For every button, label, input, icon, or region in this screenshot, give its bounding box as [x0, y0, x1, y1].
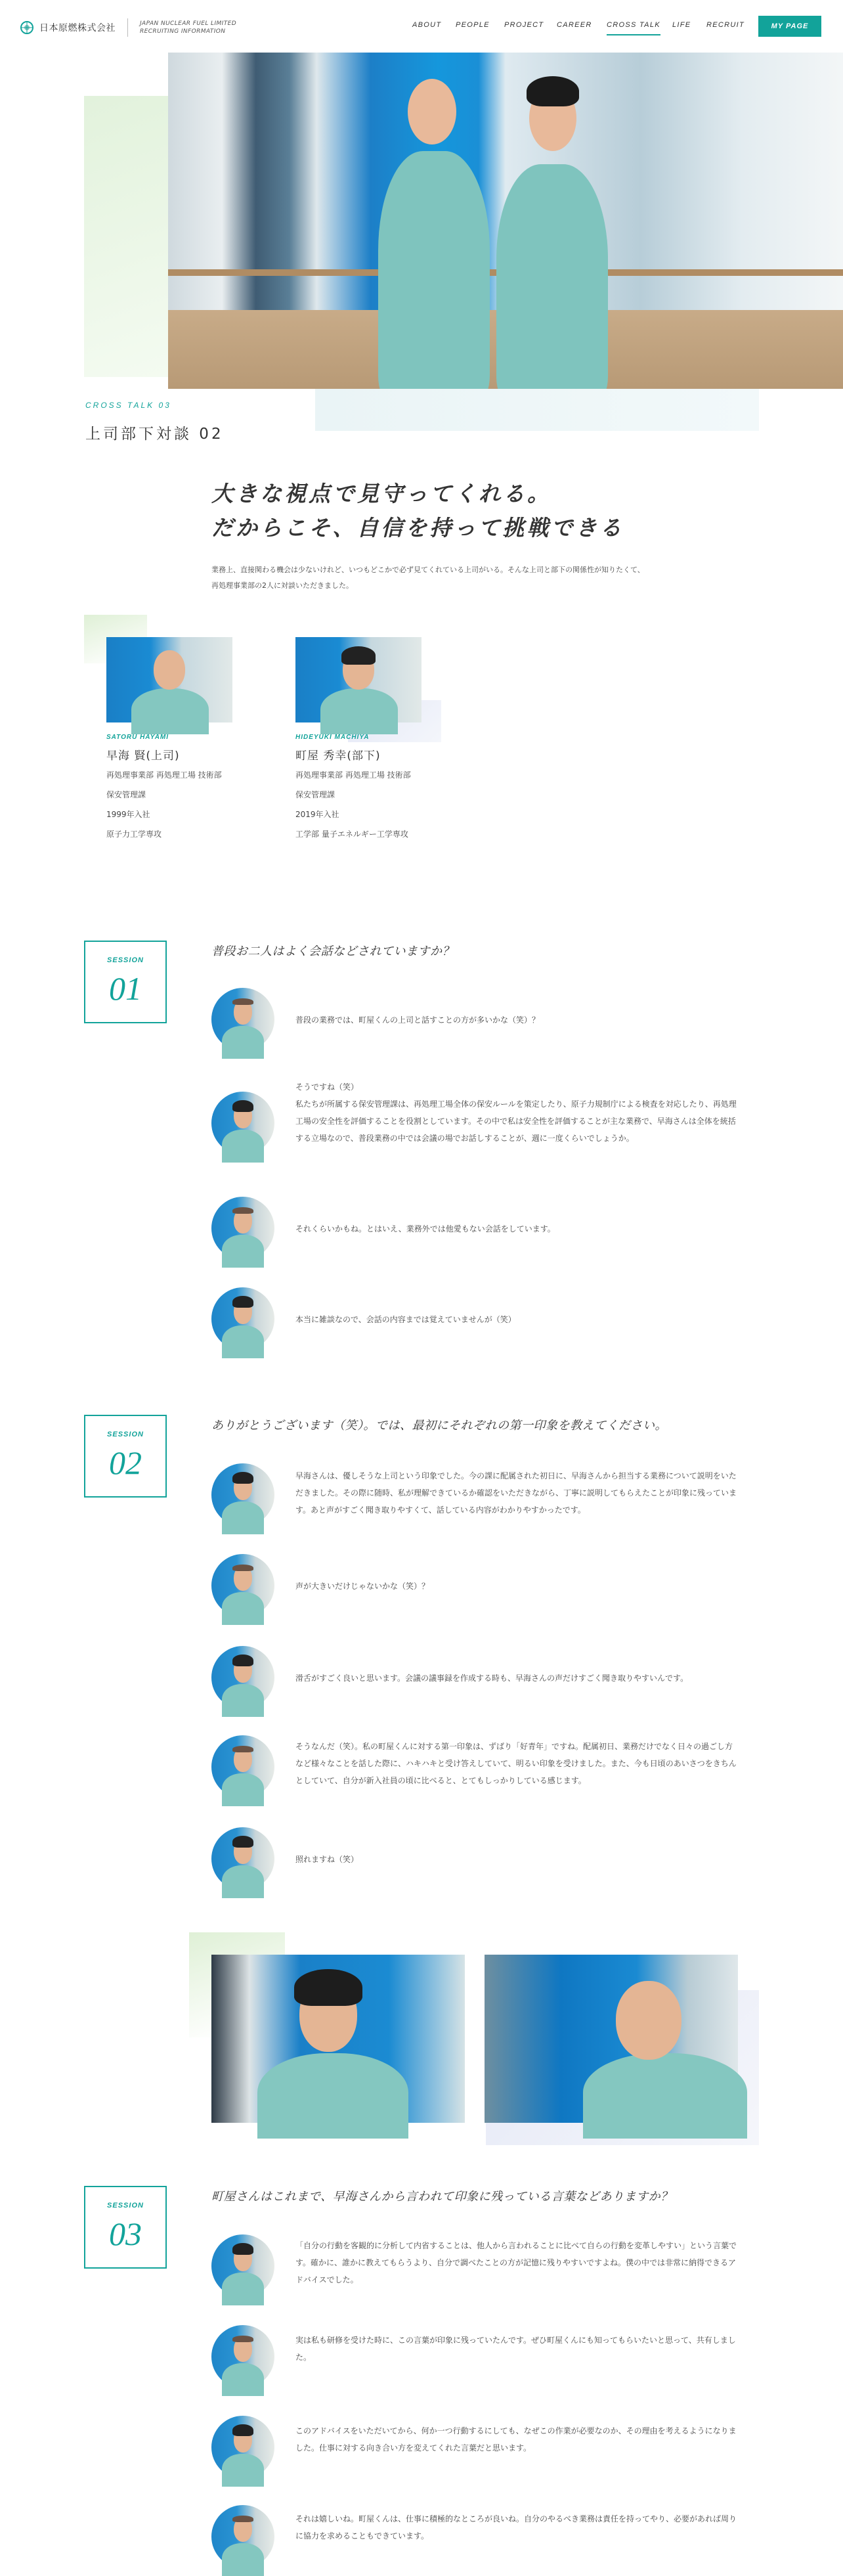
avatar-machiya	[211, 1463, 274, 1526]
cross-talk-title: 上司部下対談 02	[85, 426, 224, 443]
nav-project[interactable]: PROJECT	[504, 21, 544, 29]
session-02-badge	[84, 1415, 167, 1498]
avatar-body	[222, 1130, 264, 1163]
profile-detail-line: 再処理事業部 再処理工場 技術部	[295, 770, 411, 780]
photo-hayami-laughing	[485, 1955, 738, 2123]
dialogue-text: 本当に雑談なので、会話の内容までは覚えていませんが（笑）	[295, 1315, 516, 1324]
logo-subtitle	[140, 20, 236, 35]
avatar-hair	[232, 1207, 253, 1214]
nav-people[interactable]: PEOPLE	[456, 21, 490, 29]
profile-detail-line: 2019年入社	[295, 810, 339, 819]
profile-details-machiya	[295, 765, 424, 844]
avatar-hayami	[211, 1735, 274, 1798]
avatar-hair	[232, 2336, 253, 2342]
avatar-hayami	[211, 988, 274, 1051]
profile-photo-hayami-body	[131, 688, 209, 734]
avatar-hair	[232, 998, 253, 1005]
avatar-machiya	[211, 2416, 274, 2479]
article-headline	[211, 477, 624, 545]
avatar-machiya	[211, 1827, 274, 1890]
profile-name-en: HIDEYUKI MACHIYA	[295, 734, 370, 741]
nav-cross-talk[interactable]: CROSS TALK	[607, 21, 660, 29]
avatar-machiya	[211, 2234, 274, 2298]
session-02-question: ありがとうございます（笑）。では、最初にそれぞれの第一印象を教えてください。	[211, 1419, 667, 1432]
session-number: 01	[109, 970, 142, 1007]
avatar-hayami	[211, 1197, 274, 1260]
dialogue-text: そうなんだ（笑）。私の町屋くんに対する第一印象は、ずばり「好青年」ですね。配属初日、業務だけでなく日々の過ごし方など様々なことを話した際に、ハキハキと受け答えしていて、明るい印象を受けました。また、今も日頃のあいさつをきちんとしていて、自分が新入社員の頃に比べると、とてもしっかりしている感じます。	[295, 1742, 737, 1785]
cross-talk-label: CROSS TALK 03	[85, 401, 171, 410]
avatar-hair	[232, 1746, 253, 1752]
hero-person-machiya-hair	[527, 76, 579, 106]
avatar-machiya	[211, 1287, 274, 1350]
hero-person-hayami	[378, 151, 490, 401]
avatar-hair	[232, 1100, 253, 1112]
avatar-body	[222, 1773, 264, 1806]
dialogue-text: 早海さんは、優しそうな上司という印象でした。今の課に配属された初日に、早海さんから担当する業務について説明をいただきました。その際に随時、私が理解できているか確認をいただきながら、丁寧に説明してもらえたことが印象に残っています。あと声がすごく聞き取りやすくて、話している内容がわかりやすかったです。	[295, 1471, 737, 1515]
profile-name-en: SATORU HAYAMI	[106, 734, 169, 741]
session-label: SESSION	[107, 1431, 144, 1438]
profile-photo-hayami-head	[154, 650, 185, 690]
session-number: 02	[109, 1444, 142, 1481]
dialogue-text: このアドバイスをいただいてから、何か一つ行動するにしても、なぜこの作業が必要なのか、その理由を考えるようになりました。仕事に対する向き合い方を変えてくれた言葉だと思います。	[295, 2426, 737, 2453]
jnfl-logo-icon	[20, 20, 34, 35]
avatar-body	[222, 2273, 264, 2305]
hero-person-machiya	[496, 164, 608, 401]
profile-photo-machiya-hair	[341, 646, 376, 665]
profile-detail-line: 原子力工学専攻	[106, 830, 162, 839]
session-01-question: 普段お二人はよく会話などされていますか？	[211, 944, 454, 958]
article-lead: 業務上、直接関わる機会は少ないけれど、いつもどこかで必ず見てくれている上司がいる。そんな上司と部下の関係性が知りたくて、再処理事業部の2人に対談いただきました。	[211, 566, 645, 590]
dialogue-text: そうですね（笑） 私たちが所属する保安管理課は、再処理工場全体の保安ルールを策定したり、原子力規制庁による検査を対応したり、再処理工場の安全性を評価することを役割としています。その中で私は安全性を評価することが主な業務で、早海さんは全体を統括する立場なので、普段業務の中では会議の場でお話しすることが、週に一度くらいでしょうか。	[295, 1082, 737, 1143]
profile-photo-machiya-body	[320, 688, 398, 734]
avatar-body	[222, 2543, 264, 2576]
avatar-hair	[232, 2424, 253, 2436]
photo-head	[616, 1981, 681, 2060]
dialogue-text: 声が大きいだけじゃないかな（笑）？	[295, 1582, 430, 1591]
photo-body	[257, 2053, 408, 2139]
avatar-hair	[232, 1472, 253, 1484]
avatar-hair	[232, 1296, 253, 1308]
profile-name: 町屋 秀幸(部下)	[295, 749, 381, 763]
avatar-hayami	[211, 1554, 274, 1617]
profile-detail-line: 保安管理課	[295, 790, 335, 799]
avatar-hair	[232, 2516, 253, 2522]
hero-photo	[168, 53, 843, 389]
avatar-body	[222, 2454, 264, 2487]
dialogue-text: 「自分の行動を客観的に分析して内省することは、他人から言われることに比べて自らの行動を変革しやすい」という言葉です。確かに、誰かに教えてもらうより、自分で調べたことの方が記憶に残りやすいですよね。僕の中では非常に納得できるアドバイスでした。	[295, 2241, 737, 2284]
avatar-hayami	[211, 2325, 274, 2388]
logo-divider	[127, 18, 128, 37]
profile-detail-line: 1999年入社	[106, 810, 150, 819]
profile-details-hayami	[106, 765, 235, 844]
avatar-hair	[232, 1836, 253, 1848]
mypage-button[interactable]: MY PAGE	[758, 16, 821, 37]
session-label: SESSION	[107, 956, 144, 964]
logo-subtitle-line1: JAPAN NUCLEAR FUEL LIMITED	[140, 20, 237, 27]
avatar-body	[222, 1235, 264, 1268]
session-label: SESSION	[107, 2202, 144, 2210]
photo-machiya-smiling	[211, 1955, 465, 2123]
avatar-body	[222, 1026, 264, 1059]
hero-decoration-pale	[315, 389, 759, 431]
hero-person-hayami-head	[408, 79, 456, 144]
profile-name: 早海 賢(上司)	[106, 749, 180, 763]
dialogue-text: 実は私も研修を受けた時に、この言葉が印象に残っていたんです。ぜひ町屋くんにも知ってもらいたいと思って、共有しました。	[295, 2336, 736, 2362]
nav-life[interactable]: LIFE	[672, 21, 691, 29]
site-logo[interactable]	[20, 18, 236, 37]
logo-subtitle-line2: RECRUITING INFORMATION	[140, 28, 226, 35]
dialogue-text: それくらいかもね。とはいえ、業務外では他愛もない会話をしています。	[295, 1224, 555, 1233]
site-header	[0, 0, 843, 53]
nav-recruit[interactable]: RECRUIT	[706, 21, 745, 29]
profile-detail-line: 再処理事業部 再処理工場 技術部	[106, 770, 222, 780]
dialogue-text: それは嬉しいね。町屋くんは、仕事に積極的なところが良いね。自分のやるべき業務は責任を持ってやり、必要があれば周りに協力を求めることもできています。	[295, 2514, 737, 2541]
avatar-body	[222, 1325, 264, 1358]
avatar-hair	[232, 2243, 253, 2255]
avatar-machiya	[211, 1646, 274, 1709]
dialogue-text: 普段の業務では、町屋くんの上司と話すことの方が多いかな（笑）？	[295, 1015, 540, 1025]
photo-hair	[294, 1969, 362, 2006]
profile-photo-machiya	[295, 637, 422, 722]
profile-detail-line: 保安管理課	[106, 790, 146, 799]
headline-line2: だからこそ、自信を持って挑戦できる	[211, 515, 624, 541]
profile-photo-hayami	[106, 637, 232, 722]
nav-career[interactable]: CAREER	[557, 21, 592, 29]
avatar-body	[222, 1684, 264, 1717]
avatar-body	[222, 1501, 264, 1534]
hero-decoration-green	[84, 96, 169, 377]
session-03-question: 町屋さんはこれまで、早海さんから言われて印象に残っている言葉などありますか？	[211, 2190, 673, 2204]
avatar-body	[222, 1865, 264, 1898]
dialogue-text: 照れますね（笑）	[295, 1855, 359, 1864]
avatar-body	[222, 1592, 264, 1625]
profile-detail-line: 工学部 量子エネルギー工学専攻	[295, 830, 408, 839]
session-01-badge	[84, 941, 167, 1023]
dialogue-text: 滑舌がすごく良いと思います。会議の議事録を作成する時も、早海さんの声だけすごく聞き取りやすいんです。	[295, 1674, 689, 1683]
session-03-badge	[84, 2186, 167, 2269]
avatar-hayami	[211, 2505, 274, 2568]
avatar-hair	[232, 1654, 253, 1666]
photo-body	[583, 2053, 747, 2139]
avatar-body	[222, 2363, 264, 2396]
avatar-machiya	[211, 1092, 274, 1155]
logo-company-name: 日本原燃株式会社	[39, 23, 116, 33]
avatar-hair	[232, 1565, 253, 1571]
session-number: 03	[109, 2215, 142, 2252]
nav-about[interactable]: ABOUT	[412, 21, 442, 29]
headline-line1: 大きな視点で見守ってくれる。	[211, 481, 551, 506]
